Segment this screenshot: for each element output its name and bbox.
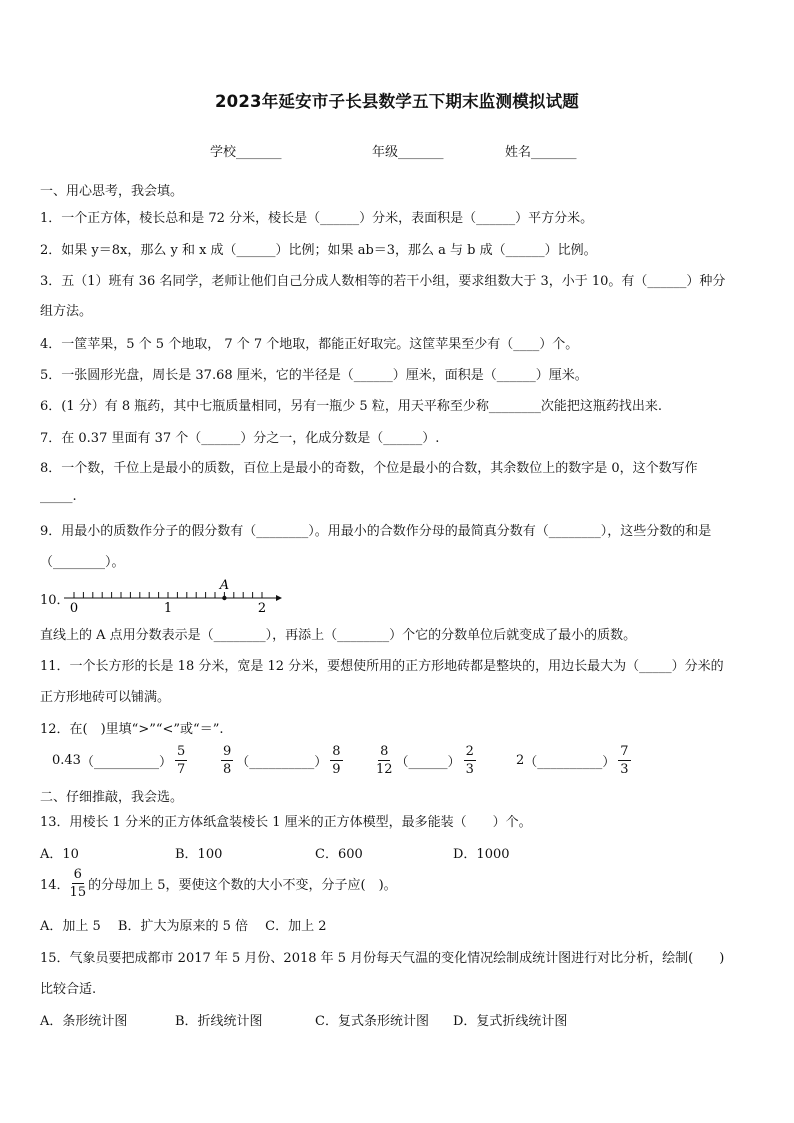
- question-9-line-1: 9．用最小的质数作分子的假分数有（________）。用最小的合数作分母的最简真分数有（________），这些分数的和是: [40, 524, 712, 539]
- question-13-option-c: C．600: [315, 847, 363, 862]
- question-1: 1．一个正方体，棱长总和是 72 分米，棱长是（______）分米，表面积是（______）平方分米。: [40, 211, 594, 226]
- question-15-option-c: C．复式条形统计图: [315, 1014, 429, 1029]
- question-13-option-a: A．10: [40, 847, 79, 862]
- question-15-line-1: 15．气象员要把成都市 2017 年 5 月份、2018 年 5 月份每天气温的变化情况绘制成统计图进行对比分析，绘制( ): [40, 951, 725, 966]
- name-field: 姓名_______: [505, 145, 577, 160]
- question-13-option-d: D．1000: [453, 847, 510, 862]
- question-14-text: 的分母加上 5，要使这个数的大小不变，分子应( )。: [88, 878, 397, 893]
- number-line-ticks: [74, 592, 262, 598]
- grade-field: 年级_______: [372, 145, 444, 160]
- question-15-option-d: D．复式折线统计图: [453, 1014, 568, 1029]
- question-3-line-2: 组方法。: [40, 304, 93, 319]
- number-line-tick-label: 0: [69, 601, 79, 616]
- question-10-number: 10．: [40, 593, 70, 608]
- question-6: 6．(1 分）有 8 瓶药，其中七瓶质量相同，另有一瓶少 5 粒，用天平称至少称________次能把这瓶药找出来.: [40, 399, 662, 414]
- q12-item-3-right-fraction: $\frac{2}{3}$: [465, 744, 474, 777]
- q12-item-4-blank: （__________）: [524, 755, 616, 770]
- q12-item-1-left: 0.43: [52, 753, 81, 768]
- question-7: 7．在 0.37 里面有 37 个（______）分之一，化成分数是（______）.: [40, 431, 440, 446]
- page-title: 2023年延安市子长县数学五下期末监测模拟试题: [214, 92, 580, 111]
- number-line-arrow: [276, 595, 282, 601]
- question-13: 13．用棱长 1 分米的正方体纸盒装棱长 1 厘米的正方体模型，最多能装（ ）个。: [40, 815, 532, 830]
- question-14-options: A．加上 5 B．扩大为原来的 5 倍 C．加上 2: [40, 919, 327, 934]
- question-15-option-a: A．条形统计图: [40, 1014, 128, 1029]
- question-5: 5．一张圆形光盘，周长是 37.68 厘米，它的半径是（______）厘米，面积是（______）厘米。: [40, 368, 588, 383]
- question-2: 2．如果 y＝8x，那么 y 和 x 成（______）比例；如果 ab＝3，那么 a 与 b 成（______）比例。: [40, 243, 597, 258]
- question-4: 4．一筐苹果，5 个 5 个地取， 7 个 7 个地取，都能正好取完。这筐苹果至少有（____）个。: [40, 337, 579, 352]
- q12-item-4-right-fraction: $\frac{7}{3}$: [620, 744, 629, 777]
- point-a-label: A: [219, 578, 230, 593]
- question-14-fraction: $\frac{6}{15}$: [69, 867, 87, 900]
- point-a-marker: [222, 596, 226, 600]
- q12-item-3-left-fraction: $\frac{8}{12}$: [376, 744, 393, 777]
- q12-item-3-blank: （______）: [395, 755, 461, 770]
- question-14: [40, 868, 397, 899]
- question-15-option-b: B．折线统计图: [175, 1014, 263, 1029]
- question-12-prompt: 12．在( )里填“>”“<”或“＝”.: [40, 722, 224, 737]
- school-field: 学校_______: [210, 145, 282, 160]
- question-8-line-2: _____.: [40, 489, 77, 504]
- q12-item-1-right-fraction: $\frac{5}{7}$: [176, 744, 186, 777]
- question-3-line-1: 3．五（1）班有 36 名同学，老师让他们自己分成人数相等的若干小组，要求组数大于 3，小于 10。有（______）种分: [40, 274, 726, 289]
- question-12-item-1: [52, 745, 190, 776]
- number-line-labels: [70, 601, 266, 616]
- question-10-text: 直线上的 A 点用分数表示是（________），再添上（________）个它的分数单位后就变成了最小的质数。: [40, 628, 637, 643]
- question-12-item-2: [218, 745, 346, 776]
- question-11-line-2: 正方形地砖可以铺满。: [40, 690, 171, 705]
- question-14-number: 14．: [40, 878, 70, 893]
- q12-item-2-left-fraction: $\frac{9}{8}$: [223, 744, 232, 777]
- question-12-item-3: [373, 745, 479, 776]
- section-heading-1: 一、用心思考，我会填。: [40, 184, 184, 199]
- q12-item-1-blank: （__________）: [80, 755, 172, 770]
- question-8-line-1: 8．一个数，千位上是最小的质数，百位上是最小的奇数，个位是最小的合数，其余数位上的数字是 0，这个数写作: [40, 461, 698, 476]
- q12-item-2-blank: （__________）: [236, 755, 328, 770]
- question-13-option-b: B．100: [175, 847, 223, 862]
- section-heading-2: 二、仔细推敲，我会选。: [40, 790, 184, 805]
- number-line: [62, 576, 282, 616]
- q12-item-2-right-fraction: $\frac{8}{9}$: [332, 744, 341, 777]
- question-11-line-1: 11．一个长方形的长是 18 分米，宽是 12 分米，要想使所用的正方形地砖都是整块的，用边长最大为（_____）分米的: [40, 659, 724, 674]
- question-9-line-2: （________）。: [40, 555, 125, 570]
- question-15-line-2: 比较合适.: [40, 982, 97, 997]
- number-line-tick-label: 1: [163, 601, 173, 616]
- number-line-tick-label: 2: [257, 601, 267, 616]
- q12-item-4-left: 2: [516, 753, 525, 768]
- question-12-item-4: [516, 745, 634, 776]
